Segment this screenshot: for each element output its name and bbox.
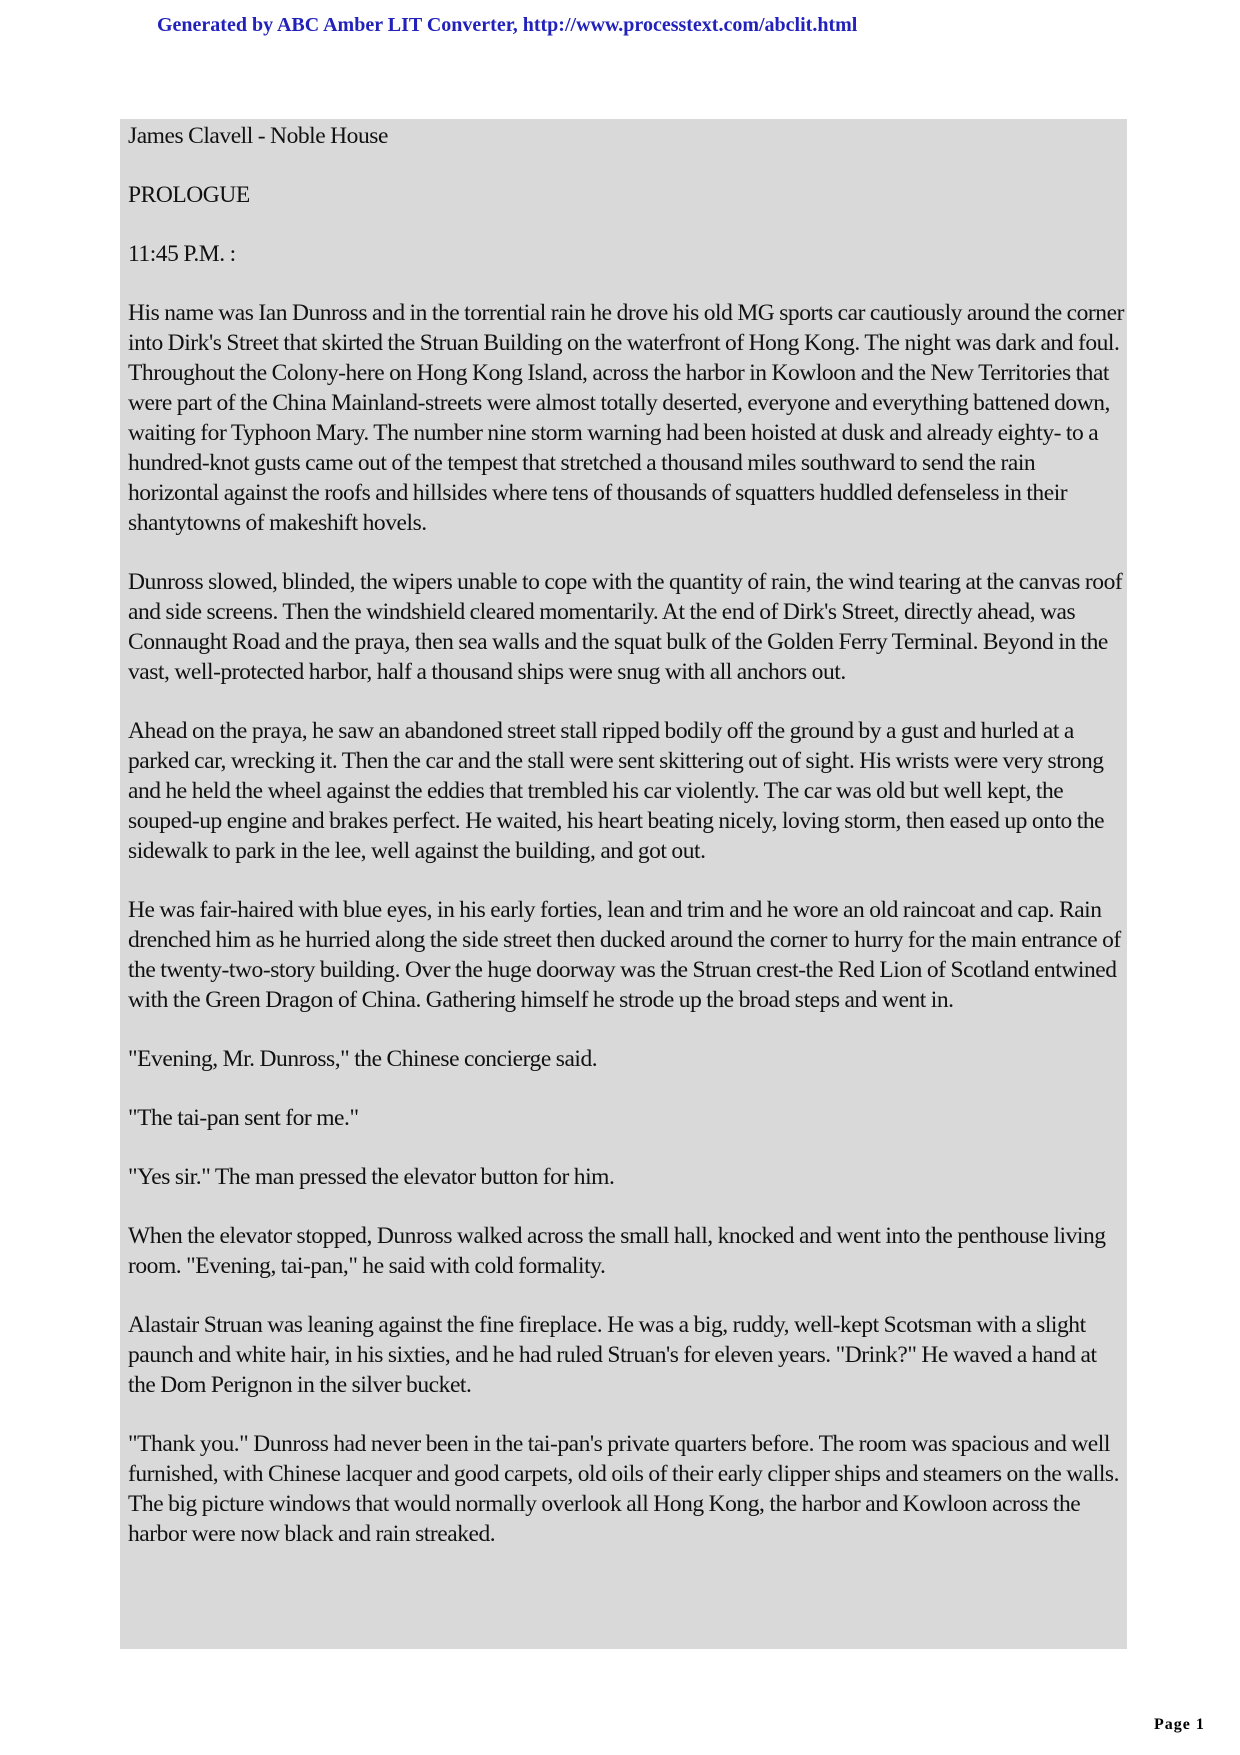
book-title: James Clavell - Noble House bbox=[128, 123, 388, 149]
document-body bbox=[120, 119, 1127, 1649]
paragraph: "Evening, Mr. Dunross," the Chinese concierge said. bbox=[128, 1046, 598, 1072]
paragraph: His name was Ian Dunross and in the torrential rain he drove his old MG sports car cautiously around the corner into Dirk's Street that skirted the Struan Building on the waterfront of Hong Kong. The night was dark and foul. Throughout the Colony-here on Hong Kong Island, across the harbor in Kowloon and the New Territories that were part of the China Mainland-streets were almost totally deserted, everyone and everything battened down, waiting for Typhoon Mary. The number nine storm warning had been hoisted at dusk and already eighty- to a hundred-knot gusts came out of the tempest that stretched a thousand miles southward to send the rain horizontal against the roofs and hillsides where tens of thousands of squatters huddled defenseless in their shantytowns of makeshift hovels. bbox=[128, 300, 1124, 536]
paragraph: "The tai-pan sent for me." bbox=[128, 1105, 359, 1131]
paragraph: Ahead on the praya, he saw an abandoned street stall ripped bodily off the ground by a gust and hurled at a parked car, wrecking it. Then the car and the stall were sent skittering out of sight. His wrists were very strong and he held the wheel against the eddies that trembled his car violently. The car was old but well kept, the souped-up engine and brakes perfect. He waited, his heart beating nicely, loving storm, then eased up onto the sidewalk to park in the lee, well against the building, and got out. bbox=[128, 718, 1105, 864]
page-number: Page 1 bbox=[1154, 1716, 1205, 1733]
generator-header: Generated by ABC Amber LIT Converter, http://www.processtext.com/abclit.html bbox=[157, 14, 858, 36]
paragraph: He was fair-haired with blue eyes, in his early forties, lean and trim and he wore an old raincoat and cap. Rain drenched him as he hurried along the side street then ducked around the corner to hurry for the main entrance of the twenty-two-story building. Over the huge doorway was the Struan crest-the Red Lion of Scotland entwined with the Green Dragon of China. Gathering himself he strode up the broad steps and went in. bbox=[128, 897, 1121, 1013]
paragraph: Alastair Struan was leaning against the fine fireplace. He was a big, ruddy, well-kept Scotsman with a slight paunch and white hair, in his sixties, and he had ruled Struan's for eleven years. "Drink?" He waved a hand at the Dom Perignon in the silver bucket. bbox=[128, 1312, 1097, 1398]
paragraph: "Thank you." Dunross had never been in the tai-pan's private quarters before. The room was spacious and well furnished, with Chinese lacquer and good carpets, old oils of their early clipper ships and steamers on the walls. The big picture windows that would normally overlook all Hong Kong, the harbor and Kowloon across the harbor were now black and rain streaked. bbox=[128, 1431, 1120, 1547]
time-heading: 11:45 P.M. : bbox=[128, 241, 236, 267]
paragraph: When the elevator stopped, Dunross walked across the small hall, knocked and went into the penthouse living room. "Evening, tai-pan," he said with cold formality. bbox=[128, 1223, 1106, 1279]
section-heading: PROLOGUE bbox=[128, 182, 250, 208]
paragraph: "Yes sir." The man pressed the elevator button for him. bbox=[128, 1164, 615, 1190]
paragraph: Dunross slowed, blinded, the wipers unable to cope with the quantity of rain, the wind tearing at the canvas roof and side screens. Then the windshield cleared momentarily. At the end of Dirk's Street, directly ahead, was Connaught Road and the praya, then sea walls and the squat bulk of the Golden Ferry Terminal. Beyond in the vast, well-protected harbor, half a thousand ships were snug with all anchors out. bbox=[128, 569, 1123, 685]
